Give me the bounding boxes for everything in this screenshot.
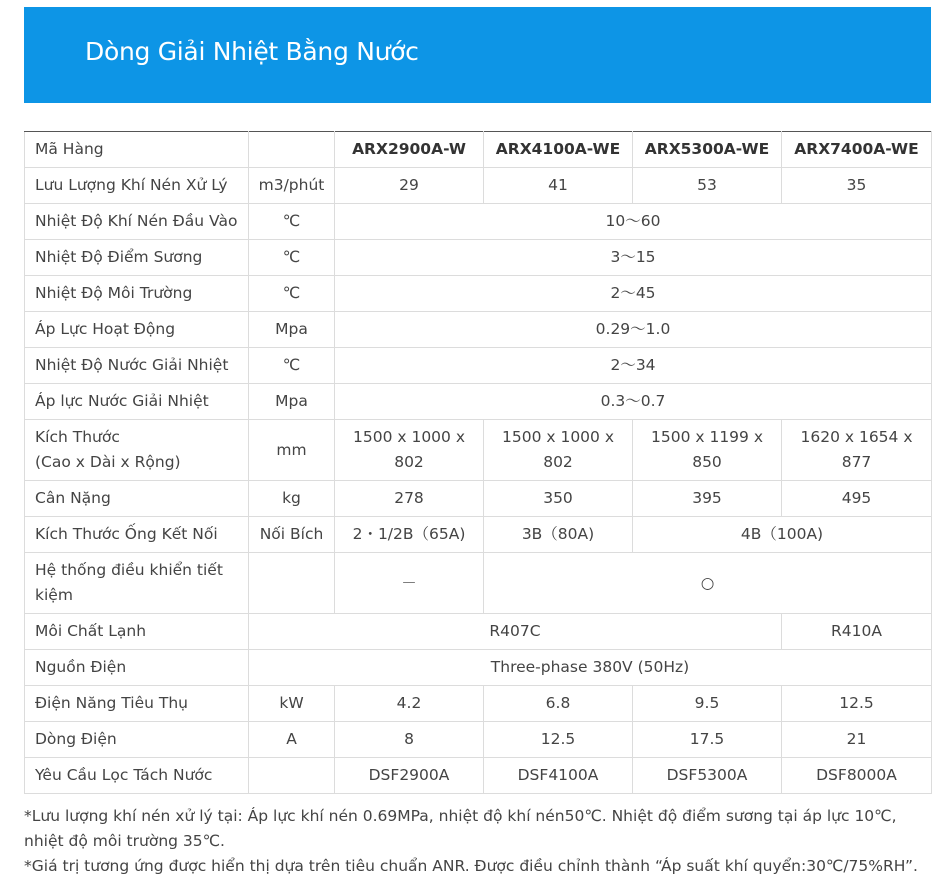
unit-cell: ℃	[249, 240, 335, 276]
unit-cell: Nối Bích	[249, 517, 335, 553]
footnote: *Giá trị tương ứng được hiển thị dựa trên tiêu chuẩn ANR. Được điều chỉnh thành “Áp suất khí quyển:30℃/75%RH”.	[24, 857, 918, 875]
footnote: *Lưu lượng khí nén xử lý tại: Áp lực khí nén 0.69MPa, nhiệt độ khí nén50℃. Nhiệt độ điểm sương tại áp lực 10℃, nhiệt độ môi trường 35℃.	[24, 807, 897, 850]
unit-cell: kW	[249, 686, 335, 722]
page-title: Dòng Giải Nhiệt Bằng Nước	[85, 37, 419, 66]
value-cell: 12.5	[484, 722, 633, 758]
row-label: Nhiệt Độ Khí Nén Đầu Vào	[25, 204, 249, 240]
row-label	[25, 553, 249, 614]
row-label: Nhiệt Độ Nước Giải Nhiệt	[25, 348, 249, 384]
row-label: Yêu Cầu Lọc Tách Nước	[25, 758, 249, 794]
value-cell: 0.3～0.7	[335, 384, 932, 420]
value-cell: 35	[782, 168, 932, 204]
table-row	[25, 650, 932, 686]
value-cell: DSF4100A	[484, 758, 633, 794]
row-label: Áp lực Nước Giải Nhiệt	[25, 384, 249, 420]
value-cell: 17.5	[633, 722, 782, 758]
row-label: Kích Thước Ống Kết Nối	[25, 517, 249, 553]
value-cell: 0.29～1.0	[335, 312, 932, 348]
value-cell: 9.5	[633, 686, 782, 722]
unit-cell: ℃	[249, 348, 335, 384]
row-label: Nguồn Điện	[25, 650, 249, 686]
row-label: Điện Năng Tiêu Thụ	[25, 686, 249, 722]
value-cell: 10～60	[335, 204, 932, 240]
dimension-line: 802	[394, 453, 424, 471]
value-cell: 12.5	[782, 686, 932, 722]
unit-cell: kg	[249, 481, 335, 517]
value-cell: 2～45	[335, 276, 932, 312]
dimension-line: 850	[692, 453, 722, 471]
row-label-line: Hệ thống điều khiển tiết	[35, 561, 223, 579]
value-cell: 395	[633, 481, 782, 517]
unit-cell: A	[249, 722, 335, 758]
table-row	[25, 517, 932, 553]
table-row	[25, 481, 932, 517]
value-cell: R410A	[782, 614, 932, 650]
value-cell: DSF8000A	[782, 758, 932, 794]
row-label: Áp Lực Hoạt Động	[25, 312, 249, 348]
table-row	[25, 348, 932, 384]
value-cell: 4B（100A)	[633, 517, 932, 553]
table-row	[25, 758, 932, 794]
table-row	[25, 168, 932, 204]
table-row	[25, 420, 932, 481]
value-cell: 41	[484, 168, 633, 204]
row-label	[25, 420, 249, 481]
model-header: ARX5300A-WE	[633, 132, 782, 168]
row-label-line: Kích Thước	[35, 428, 120, 446]
value-cell: DSF2900A	[335, 758, 484, 794]
row-label-line: (Cao x Dài x Rộng)	[35, 453, 181, 471]
dimension-line: 877	[841, 453, 872, 471]
row-label: Mã Hàng	[25, 132, 249, 168]
footnotes	[24, 804, 931, 879]
unit-cell: mm	[249, 420, 335, 481]
table-row	[25, 276, 932, 312]
model-header: ARX4100A-WE	[484, 132, 633, 168]
value-cell: 4.2	[335, 686, 484, 722]
row-label-line: kiệm	[35, 586, 73, 604]
value-cell	[633, 420, 782, 481]
row-label: Lưu Lượng Khí Nén Xử Lý	[25, 168, 249, 204]
value-cell: 53	[633, 168, 782, 204]
model-header: ARX7400A-WE	[782, 132, 932, 168]
unit-cell: Mpa	[249, 384, 335, 420]
row-label: Nhiệt Độ Môi Trường	[25, 276, 249, 312]
row-label: Nhiệt Độ Điểm Sương	[25, 240, 249, 276]
value-cell: 2・1/2B（65A)	[335, 517, 484, 553]
value-cell	[484, 420, 633, 481]
table-row	[25, 614, 932, 650]
table-row	[25, 240, 932, 276]
dimension-line: 1500 x 1000 x	[352, 428, 466, 446]
dimension-line: 1500 x 1199 x	[650, 428, 764, 446]
dimension-line: 1620 x 1654 x	[800, 428, 913, 446]
unit-cell	[249, 758, 335, 794]
unit-cell: ℃	[249, 276, 335, 312]
value-cell: 6.8	[484, 686, 633, 722]
value-cell: Three-phase 380V (50Hz)	[249, 650, 932, 686]
value-cell: 278	[335, 481, 484, 517]
unit-cell: Mpa	[249, 312, 335, 348]
value-cell: R407C	[249, 614, 782, 650]
value-cell: 3B（80A)	[484, 517, 633, 553]
row-label: Dòng Điện	[25, 722, 249, 758]
value-cell: 21	[782, 722, 932, 758]
table-row	[25, 722, 932, 758]
row-label: Cân Nặng	[25, 481, 249, 517]
title-banner	[24, 7, 931, 103]
dimension-line: 1500 x 1000 x	[501, 428, 615, 446]
model-header: ARX2900A-W	[335, 132, 484, 168]
row-label: Môi Chất Lạnh	[25, 614, 249, 650]
spec-table	[24, 131, 932, 794]
value-cell: 3～15	[335, 240, 932, 276]
dimension-line: 802	[543, 453, 573, 471]
unit-cell: m3/phút	[249, 168, 335, 204]
table-row	[25, 132, 932, 168]
table-row	[25, 204, 932, 240]
value-cell: 495	[782, 481, 932, 517]
table-row	[25, 686, 932, 722]
value-cell	[782, 420, 932, 481]
value-cell: 8	[335, 722, 484, 758]
unit-cell: ℃	[249, 204, 335, 240]
value-cell: ○	[484, 553, 932, 614]
table-row	[25, 384, 932, 420]
table-row	[25, 312, 932, 348]
value-cell: 29	[335, 168, 484, 204]
unit-cell	[249, 553, 335, 614]
table-row	[25, 553, 932, 614]
value-cell: －	[335, 553, 484, 614]
unit-cell	[249, 132, 335, 168]
value-cell: DSF5300A	[633, 758, 782, 794]
value-cell	[335, 420, 484, 481]
value-cell: 2～34	[335, 348, 932, 384]
value-cell: 350	[484, 481, 633, 517]
